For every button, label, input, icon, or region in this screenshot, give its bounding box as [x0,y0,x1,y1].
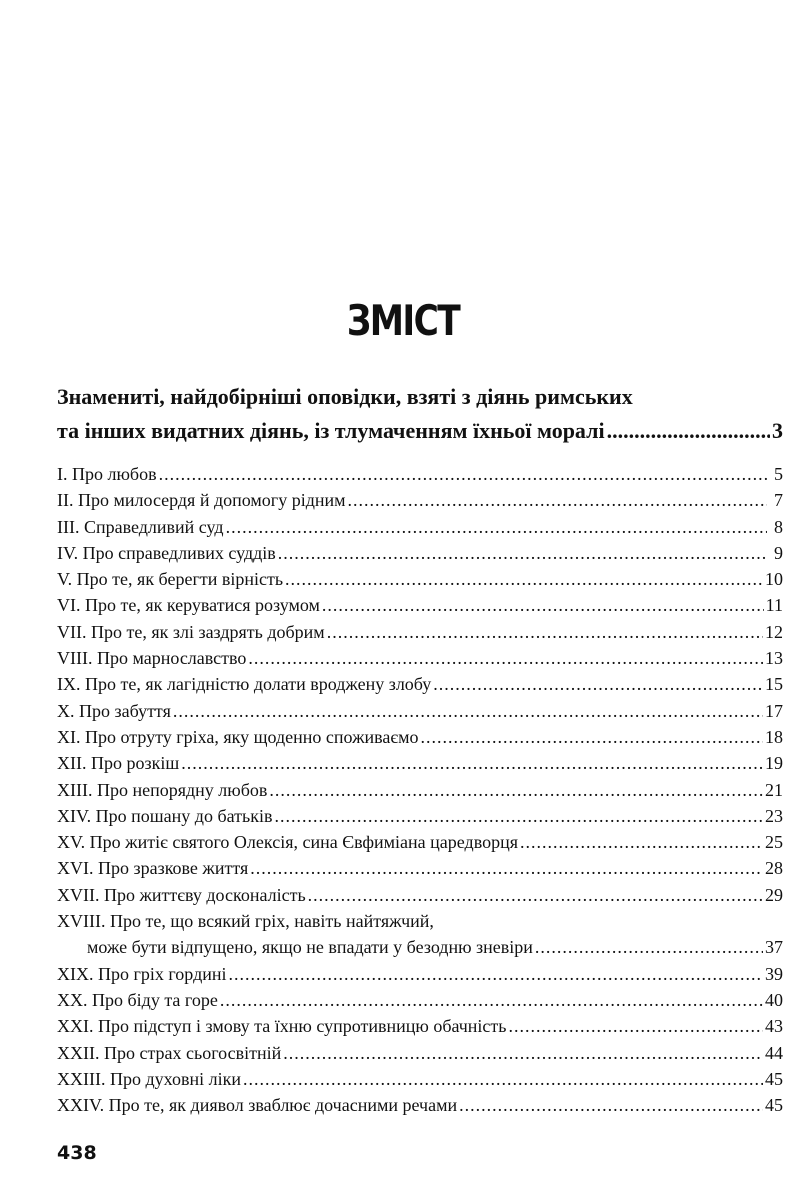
toc-entry [57,487,783,513]
toc-entry-page: 13 [765,648,783,669]
toc-entry-page: 15 [765,674,783,695]
toc-entry [57,540,783,566]
toc-entry [57,619,783,645]
toc-entry-continuation [57,934,783,960]
toc-entry [57,777,783,803]
toc-entry-title: V. Про те, як берегти вірність [57,569,284,590]
toc-entry [57,592,783,618]
leader-dots [226,514,767,540]
toc-entry-page: 19 [765,753,783,774]
toc-entry-page: 8 [774,516,783,537]
toc-entry [57,671,783,697]
leader-dots [308,882,763,908]
toc-entry [57,987,783,1013]
toc-entry-page: 5 [774,464,783,484]
toc-entry-title: VI. Про те, як керуватися розумом [57,595,320,616]
toc-entry [57,645,783,671]
toc-entry-page: 7 [774,490,783,511]
toc-entry [57,1092,783,1118]
section-heading-line1: Знамениті, найдобірніші оповідки, взяті з діянь римських [57,384,633,409]
toc-entry-title: XXIII. Про духовні ліки [57,1068,241,1089]
toc-entry-title: XVIII. Про те, що всякий гріх, навіть найтяжчий, [57,911,434,932]
leader-dots [322,592,764,618]
page-title: ЗМІСТ [346,296,460,345]
leader-dots [229,961,764,987]
leader-dots [248,645,763,671]
toc-entry-title: XII. Про розкіш [57,753,180,774]
leader-dots [181,750,763,776]
toc-entry-title: XXI. Про підступ і змову та їхню супротивницю обачність [57,1016,507,1037]
toc-entry-page: 29 [765,884,783,905]
leader-dots [285,566,763,592]
leader-dots [220,987,763,1013]
toc-entry-title: III. Справедливий суд [57,516,224,537]
toc-entry [57,1040,783,1066]
toc-entry [57,514,783,540]
toc-entry-title: XI. Про отруту гріха, яку щоденно споживаємо [57,726,419,747]
leader-dots [159,461,767,487]
toc-entry-title: VIII. Про марнославство [57,648,247,669]
leader-dots [269,777,763,803]
leader-dots [274,803,763,829]
toc-entry-page: 45 [765,1068,783,1089]
toc-entry [57,724,783,750]
toc-entry-title: XIII. Про непорядну любов [57,779,268,800]
toc-entry-title: XXII. Про страх сьогосвітній [57,1042,282,1063]
leader-dots [173,698,763,724]
toc-entry-title: XVI. Про зразкове життя [57,858,249,879]
toc-entry-title: XXIV. Про те, як диявол зваблює дочасними речами [57,1095,458,1116]
toc-entry [57,882,783,908]
toc-entry-page: 10 [765,569,783,590]
toc-entry-title: IV. Про справедливих суддів [57,542,276,563]
toc-entry [57,461,783,487]
leader-dots [535,934,763,960]
toc-entry-title: VII. Про те, як злі заздрять добрим [57,621,325,642]
toc-entry-title: XIV. Про пошану до батьків [57,805,273,826]
toc-entry-title: XX. Про біду та горе [57,989,218,1010]
toc-entry-page: 43 [765,1016,783,1037]
toc-entry [57,566,783,592]
toc-entry-page: 17 [765,700,783,721]
toc-entry-page: 11 [765,595,783,616]
toc-entry-page: 37 [765,937,783,958]
leader-dots [520,829,763,855]
toc-entry-title: II. Про милосердя й допомогу рідним [57,490,346,511]
leader-dots [421,724,763,750]
toc-entry-title: I. Про любов [57,464,157,484]
toc-entry [57,908,783,934]
leader-dots [433,671,763,697]
toc-entry-title: IX. Про те, як лагідністю долати вроджену злобу [57,674,432,695]
toc-entry-title: X. Про забуття [57,700,171,721]
leader-dots [278,540,767,566]
leader-dots [327,619,763,645]
leader-dots [509,1013,764,1039]
toc-entry-page: 23 [765,805,783,826]
toc-entry-page: 12 [765,621,783,642]
toc-entry [57,750,783,776]
table-of-contents [57,461,783,1118]
toc-entry-page: 39 [765,963,783,984]
leader-dots [250,855,763,881]
toc-entry-title: XIX. Про гріх гордині [57,963,227,984]
toc-entry-page: 45 [765,1095,783,1116]
toc-entry [57,961,783,987]
toc-entry [57,829,783,855]
leader-dots [607,414,770,448]
leader-dots [283,1040,763,1066]
leader-dots [459,1092,763,1118]
leader-dots [243,1066,763,1092]
toc-entry-page: 28 [765,858,783,879]
toc-entry-title: XV. Про житіє святого Олексія, сина Євфиміана царедворця [57,832,518,853]
toc-entry [57,803,783,829]
page-number: 438 [57,1142,97,1164]
toc-entry-page: 44 [765,1042,783,1063]
toc-entry [57,698,783,724]
toc-entry-page: 40 [765,989,783,1010]
section-heading-text: та інших видатних діянь, із тлумаченням їхньої моралі [57,418,605,443]
section-heading-line2 [57,414,783,448]
toc-entry [57,855,783,881]
toc-entry-page: 21 [765,779,783,800]
toc-entry [57,1066,783,1092]
toc-entry-title: може бути відпущено, якщо не впадати у безодню зневіри [87,937,533,958]
toc-entry-page: 18 [765,726,783,747]
leader-dots [348,487,767,513]
toc-entry-page: 9 [774,542,783,563]
section-heading-page: 3 [772,418,783,443]
toc-entry [57,1013,783,1039]
toc-entry-title: XVII. Про життєву досконалість [57,884,306,905]
toc-entry-page: 25 [765,832,783,853]
